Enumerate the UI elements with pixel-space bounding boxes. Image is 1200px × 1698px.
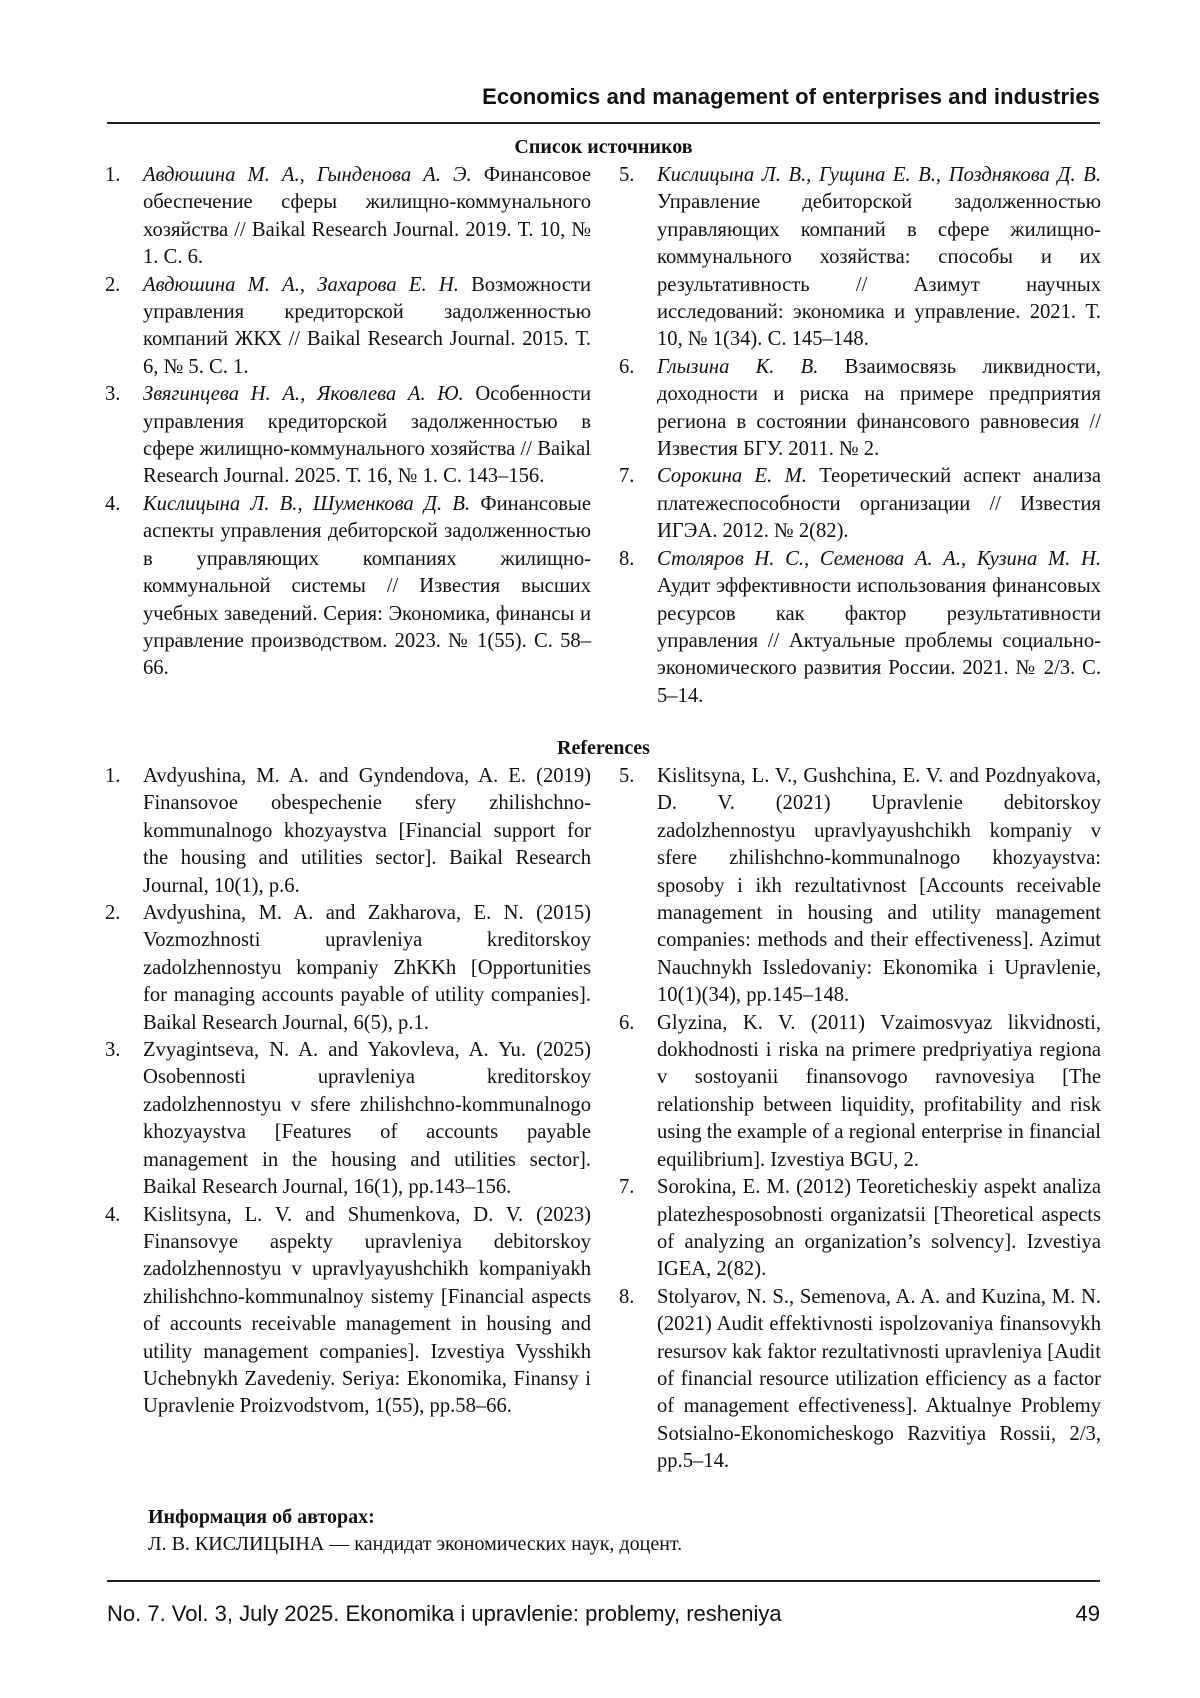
source-authors: Кислицына Л. В., Шуменкова Д. В. bbox=[143, 492, 471, 515]
reference-item: 3. Zvyagintseva, N. A. and Yakovleva, A. Yu. (2025) Osobennosti upravleniya kreditorskoy zadolzhennostyu v sfere zhilishchno-kommunalnogo khozyaystva [Features of accounts payable management in the housing and utilities sector]. Baikal Research Journal, 16(1), pp.143–156. bbox=[105, 1039, 591, 1199]
references-left-column bbox=[105, 763, 591, 1421]
references-title: References bbox=[557, 737, 650, 759]
sources-title: Список источников bbox=[514, 136, 693, 158]
source-item: 2. Авдюшина М. А., Захарова Е. Н. Возможности управления кредиторской задолженностью компаний ЖКХ // Baikal Research Journal. 2015. Т. 6, № 5. С. 1. bbox=[105, 273, 591, 378]
source-item: 5. Кислицына Л. В., Гущина Е. В., Позднякова Д. В. Управление дебиторской задолженностью управляющих компаний в сфере жилищно-коммунального хозяйства: способы и их результативность // Азимут научных исследований: экономика и управление. 2021. Т. 10, № 1(34). С. 145–148. bbox=[619, 164, 1101, 351]
author-info-text: Л. В. КИСЛИЦЫНА — кандидат экономических наук, доцент. bbox=[148, 1533, 683, 1555]
reference-item: 7. Sorokina, E. M. (2012) Teoreticheskiy aspekt analiza platezhesposobnosti organizatsii [Theoretical aspects of analyzing an organization’s solvency]. Izvestiya IGEA, 2(82). bbox=[619, 1176, 1101, 1281]
source-item: 3. Звягинцева Н. А., Яковлева А. Ю. Особенности управления кредиторской задолженностью в сфере жилищно-коммунального хозяйства // Baikal Research Journal. 2025. Т. 16, № 1. С. 143–156. bbox=[105, 383, 591, 488]
header-title: Economics and management of enterprises and industries bbox=[482, 84, 1100, 109]
sources-left-column bbox=[105, 162, 591, 683]
source-item: 8. Столяров Н. С., Семенова А. А., Кузина М. Н. Аудит эффективности использования финансовых ресурсов как фактор результативности управления // Актуальные проблемы социально-экономического развития России. 2021. № 2/3. С. 5–14. bbox=[619, 547, 1101, 707]
reference-item: 8. Stolyarov, N. S., Semenova, A. A. and Kuzina, M. N. (2021) Audit effektivnosti ispolzovaniya finansovykh resursov kak faktor rezultativnosti upravleniya [Audit of financial resource utilization efficiency as a factor of management effectiveness]. Aktualnye Problemy Sotsialno-Ekonomicheskogo Razvitiya Rossii, 2/3, pp.5–14. bbox=[619, 1285, 1101, 1473]
reference-item: 2. Avdyushina, M. A. and Zakharova, E. N. (2015) Vozmozhnosti upravleniya kreditorskoy zadolzhennostyu kompaniy ZhKKh [Opportunities for managing accounts payable of utility companies]. Baikal Research Journal, 6(5), p.1. bbox=[105, 902, 591, 1034]
source-authors: Звягинцева Н. А., Яковлева А. Ю. bbox=[143, 383, 464, 406]
source-authors: Авдюшина М. А., Захарова Е. Н. bbox=[143, 273, 459, 296]
source-item: 6. Глызина К. В. Взаимосвязь ликвидности, доходности и риска на примере предприятия региона в состоянии финансового равновесия // Известия БГУ. 2011. № 2. bbox=[619, 355, 1101, 461]
reference-item: 6. Glyzina, K. V. (2011) Vzaimosvyaz likvidnosti, dokhodnosti i riska na primere predpriyatiya regiona v sostoyanii finansovogo ravnovesiya [The relationship between liquidity, profitability and risk using the example of a regional enterprise in financial equilibrium]. Izvestiya BGU, 2. bbox=[619, 1011, 1101, 1171]
reference-item: 4. Kislitsyna, L. V. and Shumenkova, D. V. (2023) Finansovye aspekty upravleniya debitorskoy zadolzhennostyu v upravlyayushchikh kompaniyakh zhilishchno-kommunalnoy sistemy [Financial aspects of accounts receivable management in housing and utility management companies]. Izvestiya Vysshikh Uchebnykh Zavedeniy. Seriya: Ekonomika, Finansy i Upravlenie Proizvodstvom, 1(55), pp.58–66. bbox=[105, 1203, 591, 1418]
source-authors: Глызина К. В. bbox=[657, 355, 819, 378]
source-authors: Столяров Н. С., Семенова А. А., Кузина М. Н. bbox=[657, 547, 1101, 570]
source-item: 7. Сорокина Е. М. Теоретический аспект анализа платежеспособности организации // Известия ИГЭА. 2012. № 2(82). bbox=[619, 465, 1101, 543]
source-authors: Кислицына Л. В., Гущина Е. В., Позднякова Д. В. bbox=[657, 164, 1101, 186]
sources-right-column bbox=[619, 162, 1101, 710]
author-info-title: Информация об авторах: bbox=[148, 1506, 375, 1528]
reference-item: 5. Kislitsyna, L. V., Gushchina, E. V. and Pozdnyakova, D. V. (2021) Upravlenie debitorskoy zadolzhennostyu upravlyayushchikh kompaniy v sfere zhilishchno-kommunalnogo khozyaystva: sposoby i ikh rezultativnost [Accounts receivable management in housing and utility management companies: methods and their effectiveness]. Azimut Nauchnykh Issledovaniy: Ekonomika i Upravlenie, 10(1)(34), pp.145–148. bbox=[619, 765, 1101, 1007]
page-number: 49 bbox=[1075, 1601, 1100, 1626]
references-right-column bbox=[619, 763, 1101, 1476]
source-item: 4. Кислицына Л. В., Шуменкова Д. В. Финансовые аспекты управления дебиторской задолженностью в управляющих компаниях жилищно-коммунальной системы // Известия высших учебных заведений. Серия: Экономика, финансы и управление производством. 2023. № 1(55). С. 58–66. bbox=[105, 492, 592, 680]
source-item: 1. Авдюшина М. А., Гынденова А. Э. Финансовое обеспечение сферы жилищно-коммунального хозяйства // Baikal Research Journal. 2019. Т. 10, № 1. С. 6. bbox=[105, 164, 591, 269]
source-authors: Сорокина Е. М. bbox=[657, 465, 807, 488]
running-header bbox=[107, 82, 1100, 124]
footer-divider bbox=[107, 1580, 1100, 1582]
source-authors: Авдюшина М. А., Гынденова А. Э. bbox=[143, 164, 472, 186]
footer-journal: No. 7. Vol. 3, July 2025. Ekonomika i upravlenie: problemy, resheniya bbox=[107, 1601, 782, 1626]
reference-item: 1. Avdyushina, M. A. and Gyndendova, A. E. (2019) Finansovoe obespechenie sfery zhilishchno-kommunalnogo khozyaystva [Financial support for the housing and utilities sector]. Baikal Research Journal, 10(1), p.6. bbox=[105, 765, 591, 897]
